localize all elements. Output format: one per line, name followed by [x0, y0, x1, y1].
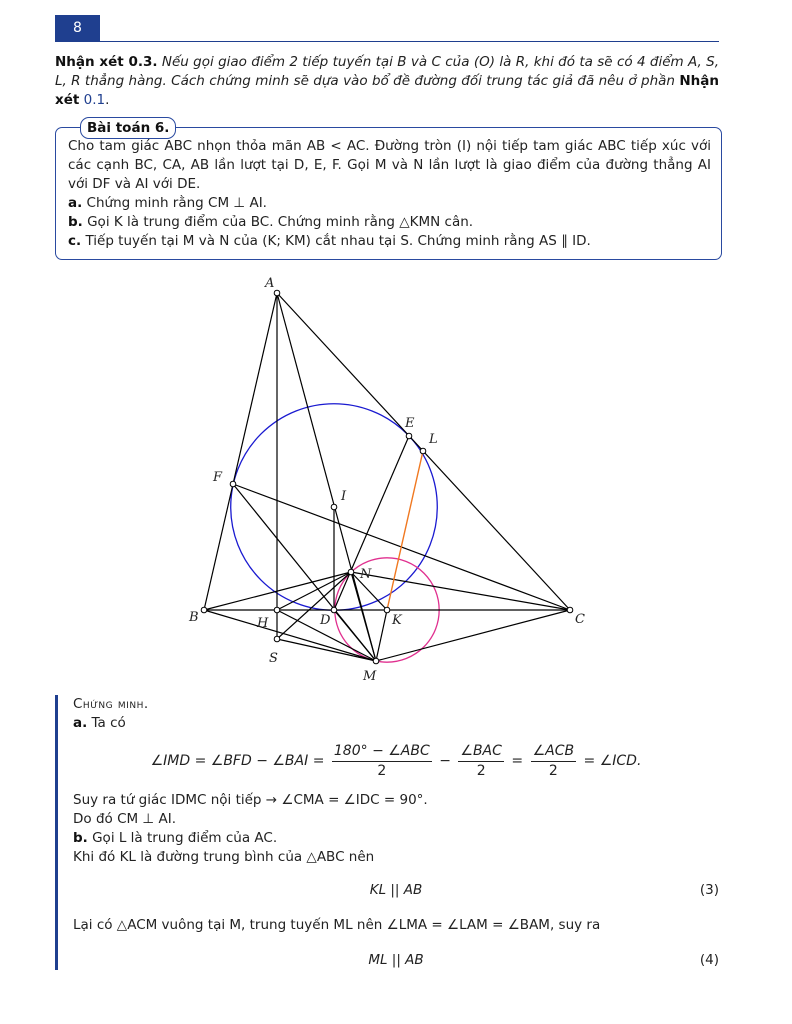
label-H: H — [257, 616, 269, 631]
proof-heading: Chứng minh. — [73, 696, 149, 712]
equation-ml-parallel — [73, 951, 719, 970]
equation-angle-imd — [73, 742, 719, 782]
eq1-fraction-2 — [458, 742, 504, 781]
segment-DE — [334, 436, 409, 610]
label-S: S — [269, 651, 278, 666]
remark-paragraph — [55, 53, 719, 110]
segment-AM — [277, 293, 376, 661]
eq1-f2-num: ∠BAC — [458, 742, 504, 762]
proof-bar — [55, 695, 58, 970]
proof-line-2: Do đó CM ⊥ AI. — [73, 811, 176, 827]
segment-BM — [204, 610, 376, 661]
label-K: K — [392, 613, 402, 628]
proof-b-text: Gọi L là trung điểm của AC. — [92, 830, 278, 846]
eq1-fraction-1 — [332, 742, 432, 781]
point-H — [274, 607, 280, 613]
remark-end: . — [105, 92, 110, 108]
point-L — [420, 448, 426, 454]
problem-b-label: b. — [68, 214, 83, 230]
eq1-f3-num: ∠ACB — [531, 742, 577, 762]
remark-text: Nếu gọi giao điểm 2 tiếp tuyến tại B và C của (O) là R, khi đó ta sẽ có 4 điểm A, S, L, R thẳng hàng. Cách chứng minh sẽ dựa vào bổ đề đường đối trung tác giả đã nêu ở phần — [55, 54, 719, 89]
eq1-f2-den: 2 — [476, 763, 486, 779]
label-A: A — [265, 276, 275, 291]
segment-MC — [376, 610, 570, 661]
problem-title: Bài toán 6. — [80, 117, 176, 139]
segment-HN — [277, 572, 351, 610]
label-F: F — [213, 470, 223, 485]
equation-kl-parallel — [73, 881, 719, 900]
eq1-lhs: ∠IMD = ∠BFD − ∠BAI = — [150, 753, 325, 769]
problem-text — [68, 137, 711, 251]
point-N — [348, 569, 354, 575]
eq1-op1: − — [439, 753, 451, 769]
point-D — [331, 607, 337, 613]
eq1-f1-num: 180° − ∠ABC — [332, 742, 432, 762]
point-K — [384, 607, 390, 613]
remark-ref-label: Nhận xét — [55, 73, 719, 108]
point-S — [274, 636, 280, 642]
eq4-text: ML || AB — [368, 952, 424, 968]
problem-a-label: a. — [68, 195, 83, 211]
label-M: M — [363, 669, 377, 684]
remark-ref-link[interactable]: 0.1 — [83, 92, 106, 108]
proof-a-label: a. — [73, 715, 88, 731]
proof-b-label: b. — [73, 830, 88, 846]
point-A — [274, 290, 280, 296]
label-E: E — [405, 416, 415, 431]
eq1-f1-den: 2 — [377, 763, 387, 779]
label-B: B — [189, 610, 199, 625]
segment-AB — [204, 293, 277, 610]
problem-a-text: Chứng minh rằng CM ⊥ AI. — [86, 195, 267, 211]
label-D: D — [320, 613, 331, 628]
proof-line-3: Khi đó KL là đường trung bình của △ABC nên — [73, 849, 375, 865]
problem-b-text: Gọi K là trung điểm của BC. Chứng minh rằng △KMN cân. — [87, 214, 474, 230]
problem-c-label: c. — [68, 233, 82, 249]
proof-a-intro: Ta có — [91, 715, 126, 731]
proof-part-a — [73, 714, 719, 733]
point-B — [201, 607, 207, 613]
proof-block — [73, 695, 719, 968]
label-N: N — [360, 567, 372, 582]
eq3-text: KL || AB — [369, 882, 423, 898]
point-M — [373, 658, 379, 664]
problem-part-c — [68, 232, 711, 251]
eq1-f3-den: 2 — [548, 763, 558, 779]
proof-line-1: Suy ra tứ giác IDMC nội tiếp → ∠CMA = ∠IDC = 90°. — [73, 792, 428, 808]
problem-c-text: Tiếp tuyến tại M và N của (K; KM) cắt nhau tại S. Chứng minh rằng AS ∥ ID. — [85, 233, 591, 249]
label-C: C — [575, 612, 585, 627]
page-number: 8 — [55, 15, 100, 41]
geometry-figure — [0, 260, 792, 690]
segment-NC — [351, 572, 570, 610]
eq4-number: (4) — [699, 952, 719, 968]
point-I — [331, 504, 337, 510]
proof-line-4: Lại có △ACM vuông tại M, trung tuyến ML nên ∠LMA = ∠LAM = ∠BAM, suy ra — [73, 917, 601, 933]
eq3-number: (3) — [699, 882, 719, 898]
remark-label: Nhận xét 0.3. — [55, 54, 158, 70]
label-L: L — [429, 432, 438, 447]
proof-part-b — [73, 829, 719, 848]
point-E — [406, 433, 412, 439]
segment-MK — [376, 610, 387, 661]
label-I: I — [341, 489, 347, 504]
point-C — [567, 607, 573, 613]
point-F — [230, 481, 236, 487]
problem-part-a — [68, 194, 711, 213]
problem-intro: Cho tam giác ABC nhọn thỏa mãn AB < AC. Đường tròn (I) nội tiếp tam giác ABC tiếp xúc với các cạnh BC, CA, AB lần lượt tại D, E, F. Gọi M và N lần lượt là giao điểm của đường thẳng AI với DF và AI với DE. — [68, 138, 711, 192]
header-rule — [55, 41, 719, 42]
problem-part-b — [68, 213, 711, 232]
eq1-fraction-3 — [531, 742, 577, 781]
eq1-op2: = — [511, 753, 524, 769]
eq1-rhs: = ∠ICD. — [583, 753, 642, 769]
